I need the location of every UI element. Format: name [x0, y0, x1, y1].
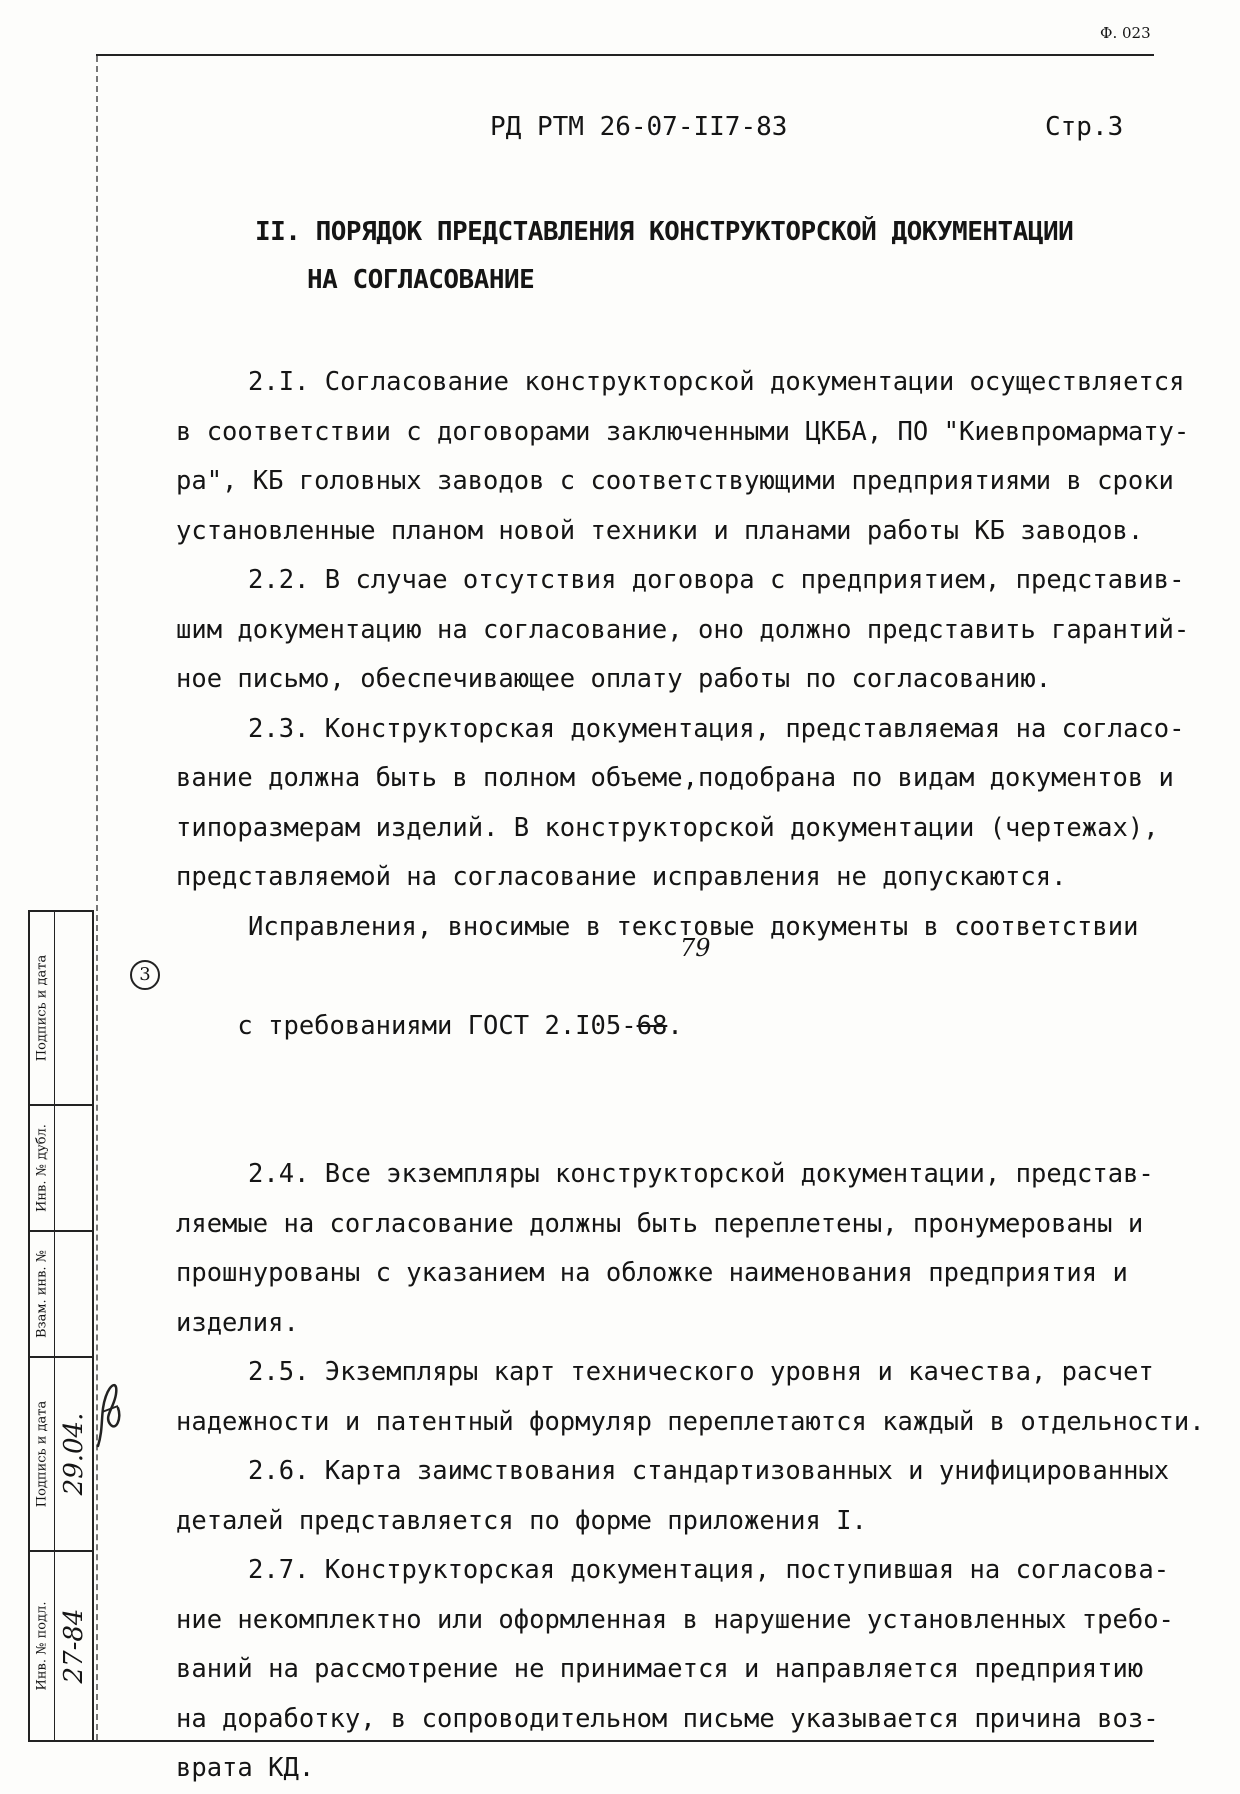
text-line: типоразмерам изделий. В конструкторской документации (чертежах),	[176, 812, 1159, 843]
text-line: ра", КБ головных заводов с соответствующими предприятиями в сроки	[176, 466, 1174, 496]
text-line: на доработку, в сопроводительном письме указывается причина воз-	[176, 1703, 1159, 1734]
correction-line	[139, 934, 1191, 1150]
section-title-line-1: II. ПОРЯДОК ПРЕДСТАВЛЕНИЯ КОНСТРУКТОРСКОЙ ДОКУМЕНТАЦИИ	[255, 217, 1074, 247]
text-line: вание должна быть в полном объеме,подобрана по видам документов и	[176, 763, 1174, 793]
handwritten-correction: 79	[680, 934, 711, 962]
text-line: 2.7. Конструкторская документация, поступившая на согласова-	[248, 1555, 1170, 1585]
text-line: изделия.	[176, 1307, 299, 1338]
text-line: шим документацию на согласование, оно должно представить гарантий-	[176, 614, 1190, 645]
text-line: ние некомплектно или оформленная в нарушение установленных требо-	[176, 1604, 1174, 1635]
text-line: Исправления, вносимые в текстовые документы в соответствии	[248, 911, 1139, 942]
stamp-cell-signature-date-1	[30, 912, 92, 1106]
text-line: 2.I. Согласование конструкторской документации осуществляется	[248, 367, 1185, 397]
stamp-cell-original-inv	[30, 1552, 92, 1740]
text-line: надежности и патентный формуляр переплетаются каждый в отдельности.	[176, 1406, 1205, 1437]
page-number: Стр.3	[1045, 112, 1124, 142]
body-text	[139, 358, 1205, 1794]
text-line: прошнурованы с указанием на обложке наименования предприятия и	[176, 1258, 1128, 1288]
handwritten-inventory-number: 27-84	[59, 1608, 89, 1684]
text-line: 2.5. Экземпляры карт технического уровня и качества, расчет	[248, 1357, 1154, 1387]
form-code: Ф. 023	[1100, 24, 1151, 42]
stamp-cell-replacement-inv	[30, 1232, 92, 1358]
handwritten-signature	[92, 1372, 126, 1452]
line-end-period: .	[667, 1010, 683, 1041]
text-line: 2.6. Карта заимствования стандартизованных и унифицированных	[248, 1456, 1170, 1486]
struck-year: 68	[636, 1010, 668, 1041]
top-border-line	[96, 54, 1154, 56]
section-title	[255, 208, 1155, 304]
stamp-label: Подпись и дата	[34, 954, 50, 1062]
text-line: ное письмо, обеспечивающее оплату работы по согласованию.	[176, 664, 1052, 694]
text-line: 2.2. В случае отсутствия договора с предприятием, представив-	[248, 565, 1185, 595]
text-line: в соответствии с договорами заключенными ЦКБА, ПО "Киевпромармату-	[176, 416, 1190, 447]
document-id: РД РТМ 26-07-II7-83	[490, 112, 788, 142]
text-line: с требованиями ГОСТ 2.I05-	[237, 1010, 637, 1041]
left-margin-line	[96, 56, 98, 1740]
text-line: 2.4. Все экземпляры конструкторской документации, представ-	[248, 1159, 1154, 1189]
section-title-line-2: НА СОГЛАСОВАНИЕ	[307, 265, 535, 295]
text-line: ляемые на согласование должны быть переплетены, пронумерованы и	[176, 1208, 1144, 1239]
text-line: деталей представляется по форме приложения I.	[176, 1505, 867, 1536]
stamp-label: Взам. инв. №	[34, 1250, 50, 1338]
stamp-label: Инв. № дубл.	[34, 1124, 50, 1212]
stamp-label: Инв. № подл.	[34, 1601, 50, 1691]
text-line: ваний на рассмотрение не принимается и направляется предприятию	[176, 1654, 1144, 1684]
registration-stamp-column	[28, 910, 94, 1740]
handwritten-date: 29.04.	[59, 1412, 89, 1496]
text-line: 2.3. Конструкторская документация, представляемая на согласо-	[248, 713, 1185, 744]
revision-circle-mark: 3	[130, 960, 160, 990]
stamp-cell-duplicate-inv	[30, 1106, 92, 1232]
text-line: установленные планом новой техники и планами работы КБ заводов.	[176, 515, 1144, 546]
text-line: врата КД.	[176, 1753, 315, 1783]
text-line: представляемой на согласование исправления не допускаются.	[176, 862, 1067, 892]
stamp-cell-signature-date-2	[30, 1358, 92, 1552]
stamp-label: Подпись и дата	[34, 1400, 50, 1508]
